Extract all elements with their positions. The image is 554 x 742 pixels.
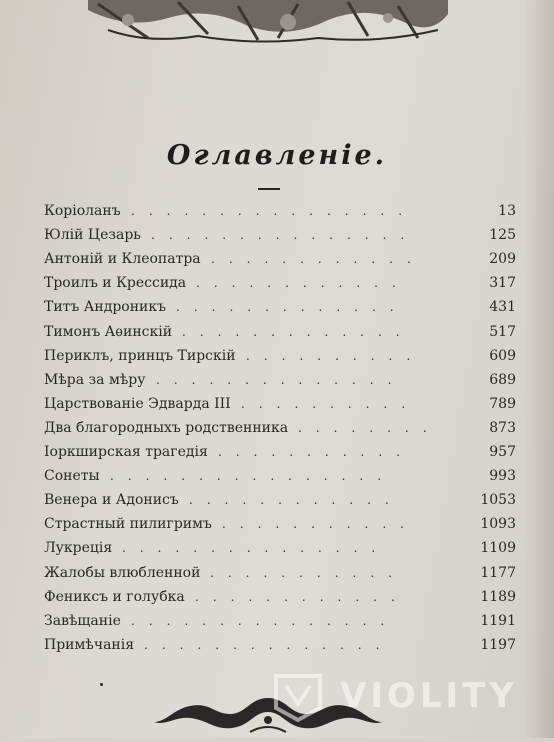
page-edge-shadow <box>524 0 554 738</box>
toc-entry-page: 1177 <box>480 565 516 581</box>
toc-entry <box>44 610 516 632</box>
toc-entry <box>44 441 516 463</box>
toc-leader-dots: ................ <box>110 469 396 483</box>
toc-entry-title: Примѣчанія <box>44 637 135 653</box>
toc-leader-dots: ............ <box>196 276 410 290</box>
toc-entry-page: 1109 <box>480 540 516 556</box>
toc-entry <box>44 634 516 656</box>
toc-entry <box>44 224 516 246</box>
toc-leader-dots: ............ <box>189 493 403 507</box>
toc-entry-page: 789 <box>489 396 516 412</box>
toc-entry-title: Жалобы влюбленной <box>44 565 201 581</box>
toc-entry-title: Сонеты <box>44 468 100 484</box>
toc-entry <box>44 296 516 318</box>
toc-entry-title: Завѣщаніе <box>44 613 121 629</box>
toc-entry <box>44 248 516 270</box>
toc-leader-dots: ............... <box>131 614 399 628</box>
toc-entry-title: Мѣра за мѣру <box>44 372 146 388</box>
toc-leader-dots: ............... <box>122 541 390 555</box>
toc-heading: Оглавленіе. <box>166 140 388 171</box>
toc-leader-dots: ................ <box>131 204 417 218</box>
toc-entry-title: Венера и Адонисъ <box>44 492 179 508</box>
toc-entry-title: Юлій Цезарь <box>44 227 141 243</box>
toc-entry <box>44 345 516 367</box>
toc-leader-dots: ............... <box>151 228 419 242</box>
heading-rule <box>258 188 280 190</box>
toc-entry-page: 317 <box>489 275 516 291</box>
toc-entry-title: Лукреція <box>44 540 113 556</box>
toc-leader-dots: ............. <box>176 300 408 314</box>
toc-leader-dots: ........ <box>298 421 441 435</box>
watermark <box>268 668 538 724</box>
toc-leader-dots: .......... <box>241 397 420 411</box>
toc-entry <box>44 562 516 584</box>
toc-entry-page: 1197 <box>480 637 516 653</box>
toc-entry-page: 873 <box>489 420 516 436</box>
toc-entry-page: 431 <box>489 299 516 315</box>
toc-entry-page: 13 <box>498 203 516 219</box>
toc-leader-dots: ........... <box>218 445 414 459</box>
toc-leader-dots: ............. <box>182 325 414 339</box>
toc-entry-title: Іоркширская трагедія <box>44 444 208 460</box>
toc-entry-title: Тимонъ Аѳинскій <box>44 324 173 340</box>
toc-entry-page: 209 <box>489 251 516 267</box>
toc-entry <box>44 417 516 439</box>
toc-leader-dots: .............. <box>144 638 394 652</box>
toc-leader-dots: ........... <box>210 566 406 580</box>
toc-entry-page: 1053 <box>480 492 516 508</box>
toc-entry <box>44 537 516 559</box>
watermark-text: VIOLITY <box>340 676 518 716</box>
toc-leader-dots: ............ <box>195 590 409 604</box>
toc-entry <box>44 489 516 511</box>
toc-entry <box>44 465 516 487</box>
toc-entry-title: Троилъ и Крессида <box>44 275 187 291</box>
toc-entry-title: Антоній и Клеопатра <box>44 251 201 267</box>
toc-entry-title: Титъ Андроникъ <box>44 299 167 315</box>
toc-leader-dots: .......... <box>246 349 425 363</box>
toc-entry-title: Два благородныхъ родственника <box>44 420 289 436</box>
toc-entry-page: 609 <box>489 348 516 364</box>
toc-entry <box>44 200 516 222</box>
toc-entry-page: 1191 <box>480 613 516 629</box>
toc-entry-title: Периклъ, принцъ Тирскій <box>44 348 236 364</box>
toc-entry-page: 125 <box>489 227 516 243</box>
toc-leader-dots: .............. <box>156 373 406 387</box>
toc-entry-title: Страстный пилигримъ <box>44 516 212 532</box>
toc-entry-page: 689 <box>489 372 516 388</box>
toc-entry <box>44 393 516 415</box>
toc-entry-title: Фениксъ и голубка <box>44 589 185 605</box>
toc-entry-page: 517 <box>489 324 516 340</box>
toc-entry <box>44 513 516 535</box>
toc-entry <box>44 321 516 343</box>
toc-entry-page: 1093 <box>480 516 516 532</box>
toc-leader-dots: ............ <box>211 252 425 266</box>
toc-entry <box>44 369 516 391</box>
toc-leader-dots: ........... <box>222 517 418 531</box>
toc-entry-title: Царствованіе Эдварда III <box>44 396 231 412</box>
header-engraving-ornament <box>88 0 448 46</box>
toc-entry-page: 993 <box>489 468 516 484</box>
toc-entry-title: Коріоланъ <box>44 203 121 219</box>
toc-entry <box>44 272 516 294</box>
toc-entry-page: 1189 <box>480 589 516 605</box>
trailing-dot <box>100 683 103 686</box>
toc-entry <box>44 586 516 608</box>
toc-entry-page: 957 <box>489 444 516 460</box>
